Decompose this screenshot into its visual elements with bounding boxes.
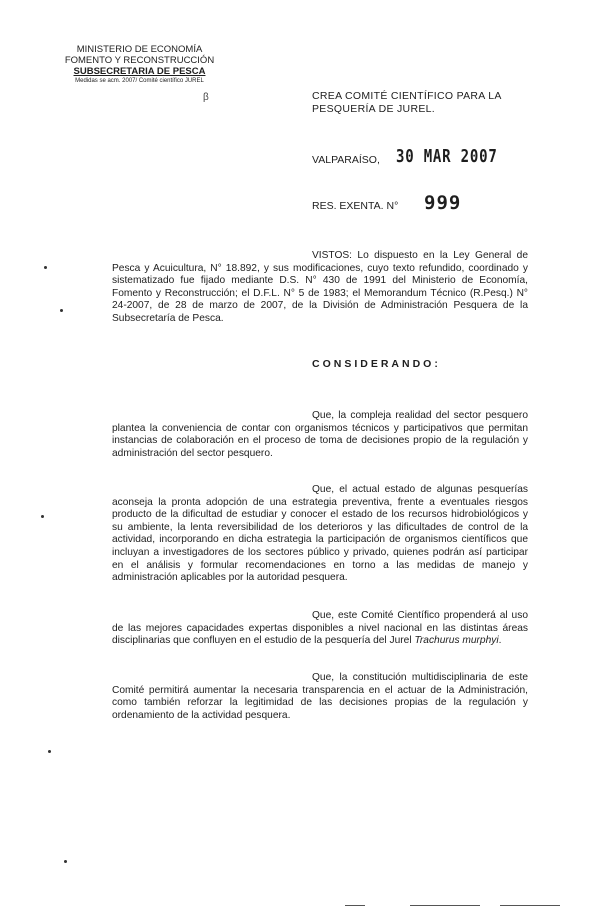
handwritten-mark: β (203, 92, 209, 103)
subsecretaria-line: SUBSECRETARIA DE PESCA (73, 66, 206, 77)
vistos-lead: VISTOS: (312, 250, 353, 261)
ministry-header (52, 44, 227, 85)
resolution-line (312, 192, 552, 216)
resolution-label: RES. EXENTA. N° (312, 200, 399, 212)
paragraph-text: este Comité Científico propenderá al uso de las mejores capacidades expertas disponibles a nivel nacional en las distintas áreas disciplinarias que confluyen en el estudio de la pesquería del Jurel (112, 610, 528, 647)
document-title (312, 90, 532, 116)
vistos-text: Lo dispuesto en la Ley General de Pesca y Acuicultura, N° 18.892, y sus modificaciones, cuyo texto refundido, coordinado y sistematizado fue fijado mediante D.S. N° 430 de 1991 del Ministerio de Economía, Fomento y Reconstrucción; el D.F.L. N° 5 de 1983; el Memorandum Técnico (R.Pesq.) N° 24-2007, de 28 de marzo de 2007, de la División de Administración Pesquera de la Subsecretaría de Pesca. (112, 250, 528, 324)
resolution-number: 999 (424, 192, 462, 214)
paragraph-text: el actual estado de algunas pesquerías aconseja la pronta adopción de una estrategia preventiva, frente a eventuales riesgos producto de la dificultad de estudiar y conocer el estado de los recursos hidrobiológicos y su ambiente, la lenta reversibilidad de los deterioros y las dificultades de control de la actividad, incorporando en dicha estrategia la participación de organismos científicos que incluyan a investigadores de los sectores público y privado, quienes podrán así participar en el análisis y formular recomendaciones en torno a las medidas de manejo y administración aplicables por la autoridad pesquera. (112, 484, 528, 584)
paragraph-lead: Que, (312, 672, 335, 683)
scan-speck (64, 860, 67, 863)
paragraph-text: la constitución multidisciplinaria de este Comité permitirá aumentar la necesaria transparencia en el actuar de la Administración, como también reforzar la legitimidad de las decisiones propias de la regulación y ordenamiento de la actividad pesquera. (112, 672, 528, 721)
paragraph-lead: Que, (312, 610, 335, 621)
considerando-paragraph (112, 610, 528, 648)
species-name: Trachurus murphyi (414, 635, 499, 647)
scan-mark (345, 905, 365, 906)
paragraph-end: . (498, 635, 502, 647)
date-stamp: 30 MAR 2007 (396, 146, 498, 167)
title-line-2: PESQUERÍA DE JUREL. (312, 103, 435, 115)
considerando-paragraph (112, 484, 528, 585)
considerando-heading: CONSIDERANDO: (312, 358, 441, 370)
scan-mark (410, 905, 480, 906)
considerando-paragraph (112, 672, 528, 722)
ministry-line-1: MINISTERIO DE ECONOMÍA (76, 44, 203, 55)
scan-speck (60, 309, 63, 312)
title-line-1: CREA COMITÉ CIENTÍFICO PARA LA (312, 90, 502, 102)
place-date-line (312, 146, 552, 170)
scan-speck (48, 750, 51, 753)
paragraph-lead: Que, (312, 410, 335, 421)
ministry-line-2: FOMENTO Y RECONSTRUCCIÓN (64, 55, 215, 66)
scan-speck (41, 515, 44, 518)
scan-mark (500, 905, 560, 906)
paragraph-text: la compleja realidad del sector pesquero plantea la conveniencia de contar con organismos técnicos y participativos que permitan instancias de colaboración en el proceso de toma de decisiones propio de la regulación y administración del sector pesquero. (112, 410, 528, 459)
considerando-paragraph (112, 410, 528, 460)
vistos-paragraph (112, 250, 528, 326)
paragraph-lead: Que, (312, 484, 335, 495)
reference-note: Medidas se acm. 2007/ Comité científico JUREL (75, 78, 204, 84)
scan-speck (44, 266, 47, 269)
place-label: VALPARAÍSO, (312, 154, 380, 166)
